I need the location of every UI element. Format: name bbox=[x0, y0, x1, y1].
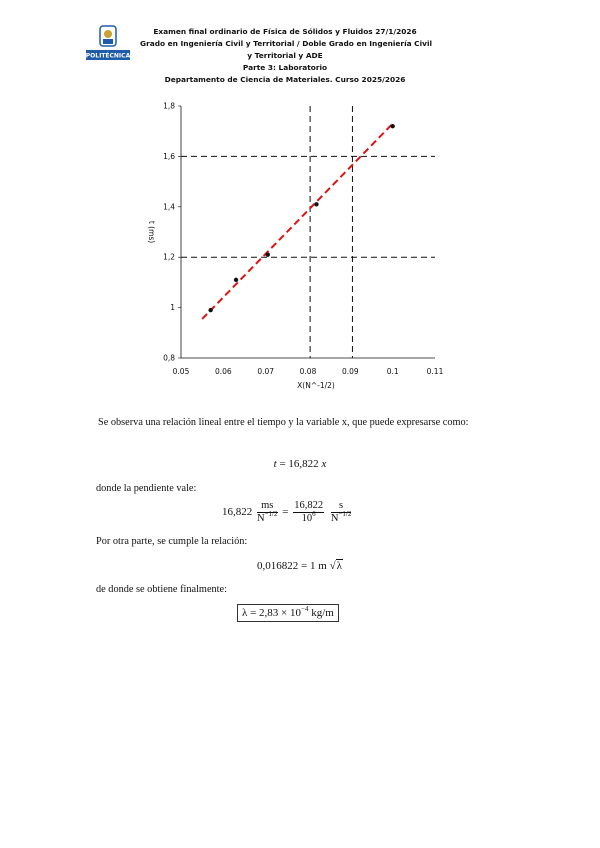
eq1-rhs: = 16,822 bbox=[279, 458, 319, 470]
y-tick-label: 0,8 bbox=[163, 353, 175, 363]
eq2-unit2-den-exp: −1/2 bbox=[338, 510, 352, 518]
eq4-exp: −4 bbox=[301, 605, 309, 613]
chart-axes bbox=[178, 106, 435, 358]
y-axis-label: t (ms) bbox=[147, 220, 156, 244]
fit-line bbox=[202, 124, 393, 319]
eq2-unit-num: ms bbox=[257, 500, 278, 513]
eq2-value-fraction bbox=[293, 500, 324, 525]
eq2-unit-den: N bbox=[257, 513, 265, 524]
header-line-1: Examen final ordinario de Física de Sólidos y Fluidos 27/1/2026 bbox=[153, 27, 417, 36]
x-axis-label: X(N^-1/2) bbox=[297, 381, 335, 390]
x-tick-label: 0.1 bbox=[386, 367, 399, 376]
data-point bbox=[266, 252, 270, 256]
y-tick-label: 1,6 bbox=[163, 151, 175, 161]
eq4-lhs: λ = 2,83 × 10 bbox=[242, 607, 301, 619]
header-line-2: Grado en Ingeniería Civil y Territorial / Doble Grado en Ingeniería Civil bbox=[140, 39, 433, 48]
eq1-lhs: t bbox=[273, 458, 277, 470]
eq3-lhs: 0,016822 = 1 m bbox=[257, 560, 327, 572]
eq2-frac-den-exp: 6 bbox=[312, 510, 316, 518]
eq4-unit: kg/m bbox=[308, 607, 334, 619]
eq3-sqrt-sign: √ bbox=[329, 560, 336, 572]
x-tick-label: 0.06 bbox=[214, 367, 232, 376]
x-tick-label: 0.11 bbox=[426, 367, 444, 376]
x-tick-label: 0.07 bbox=[257, 367, 275, 376]
data-point bbox=[314, 202, 318, 206]
y-tick-label: 1,4 bbox=[163, 202, 175, 212]
crest-icon bbox=[100, 26, 116, 46]
y-tick-label: 1,8 bbox=[163, 101, 175, 111]
exam-header bbox=[140, 26, 433, 86]
scatter-chart bbox=[135, 96, 455, 398]
eq2-unit-den-exp: −1/2 bbox=[264, 510, 278, 518]
fit-line-segment bbox=[202, 124, 393, 319]
eq3-radicand: λ bbox=[336, 560, 342, 572]
x-tick-label: 0.05 bbox=[172, 367, 190, 376]
paragraph-final: de donde se obtiene finalmente: bbox=[96, 584, 227, 595]
equation-t-vs-x bbox=[0, 458, 600, 470]
tick-labels bbox=[163, 102, 444, 377]
x-tick-label: 0.09 bbox=[341, 367, 359, 376]
eq2-coef: 16,822 bbox=[222, 506, 253, 519]
data-point bbox=[234, 278, 238, 282]
x-tick-label: 0.08 bbox=[299, 367, 317, 376]
eq2-equals: = bbox=[282, 506, 289, 519]
eq2-unit2-fraction bbox=[331, 500, 352, 525]
header-line-3: y Territorial y ADE bbox=[247, 51, 323, 60]
eq2-frac-den: 10 bbox=[301, 513, 313, 524]
eq1-var: x bbox=[321, 458, 327, 470]
y-tick-label: 1,2 bbox=[163, 252, 175, 262]
data-point bbox=[208, 308, 212, 312]
header-line-4: Parte 3: Laboratorio bbox=[242, 63, 328, 72]
eq2-unit2-den: N bbox=[330, 513, 339, 524]
eq2-unit-fraction bbox=[257, 500, 278, 525]
logo-text: POLITÉCNICA bbox=[85, 52, 131, 60]
equation-final-result-box bbox=[237, 604, 339, 622]
equation-slope bbox=[222, 500, 353, 530]
header-line-5: Departamento de Ciencia de Materiales. Curso 2025/2026 bbox=[164, 75, 406, 84]
y-tick-label: 1 bbox=[170, 303, 175, 313]
equation-sqrt-lambda bbox=[0, 560, 600, 572]
paragraph-relation: Por otra parte, se cumple la relación: bbox=[96, 536, 248, 547]
paragraph-slope: donde la pendiente vale: bbox=[96, 483, 197, 494]
upm-logo bbox=[84, 24, 132, 62]
eq2-frac-num: 16,822 bbox=[294, 500, 324, 511]
guide-lines bbox=[181, 106, 435, 358]
paragraph-linear-relation: Se observa una relación lineal entre el tiempo y la variable x, que puede expresarse como: bbox=[98, 417, 469, 428]
eq2-unit2-num: s bbox=[331, 500, 352, 513]
data-point bbox=[390, 124, 394, 128]
